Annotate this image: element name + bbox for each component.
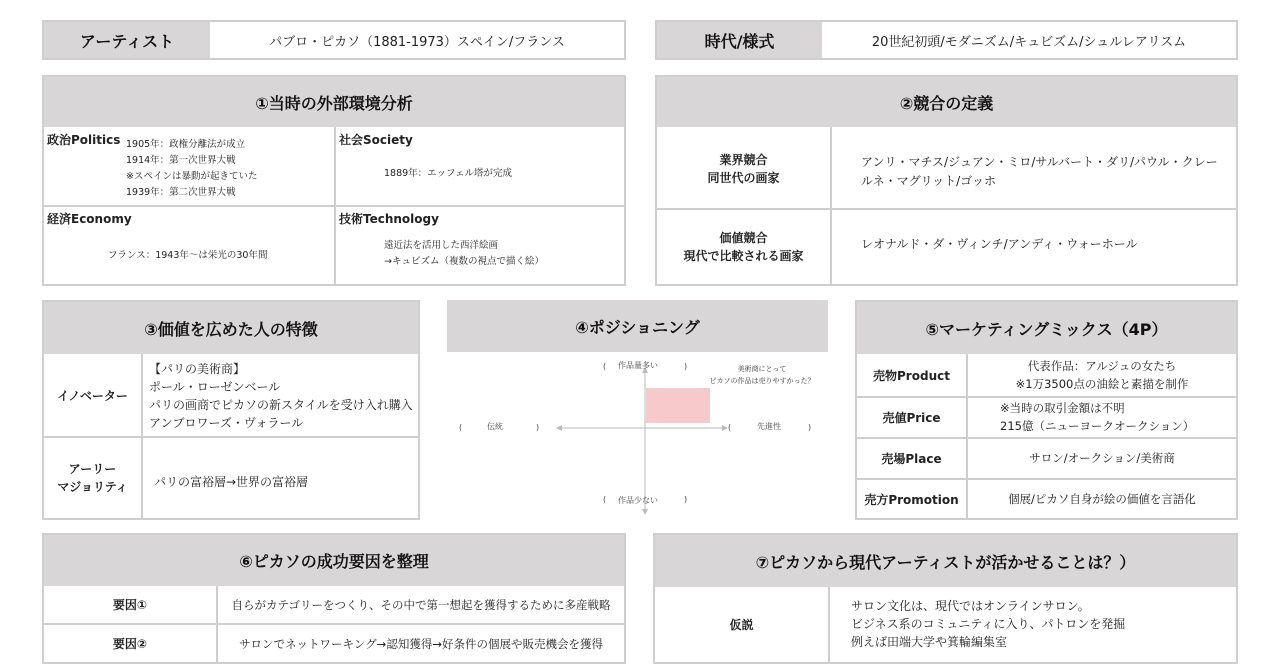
artist-box — [42, 20, 626, 60]
product-label: 売物Product — [873, 368, 950, 383]
axis-bottom-close: ) — [684, 495, 688, 504]
axis-top-close: ) — [684, 362, 688, 371]
product-value: 代表作品：アルジュの女たち ※1万3500点の油絵と素描を制作 — [1015, 359, 1189, 391]
positioning-title: ④ポジショニング — [447, 300, 828, 352]
success-factor-2-label: 要因② — [112, 637, 148, 651]
innovator-label: イノベーター — [57, 388, 128, 403]
politics-label: 政治Politics — [47, 133, 121, 147]
axis-top-label: 作品量多い — [618, 361, 658, 370]
era-value: 20世紀初頭/モダニズム/キュビズム/シュルレアリスム — [871, 34, 1187, 50]
spreaders-title: ③価値を広めた人の特徴 — [44, 302, 418, 354]
spreaders-section — [42, 300, 420, 520]
success-factor-1-label: 要因① — [112, 598, 148, 612]
success-section — [42, 533, 626, 664]
marketing-section — [855, 300, 1238, 520]
politics-text: 1905年：政権分離法が成立 1914年：第一次世界大戦 ※スペインは暴動が起きていた 1939年：第二次世界大戦 — [126, 139, 258, 198]
picasso-position-marker — [646, 388, 710, 423]
axis-right-label: 先進性 — [757, 422, 781, 431]
early-majority-value: パリの富裕層→世界の富裕層 — [154, 475, 309, 489]
artist-value: パブロ・ピカソ（1881-1973）スペイン/フランス — [269, 34, 565, 50]
place-value: サロン/オークション/美術商 — [1029, 451, 1175, 465]
positioning-note: 美術商にとって ピカソの作品は売りやすかった？ — [709, 365, 815, 385]
axis-top-open: ( — [603, 362, 607, 371]
competition-row-1-value: アンリ・マチス/ジュアン・ミロ/サルバート・ダリ/パウル・クレー ルネ・マグリット/ゴッホ — [861, 155, 1218, 188]
economy-label: 経済Economy — [47, 212, 132, 226]
marketing-title: ⑤マーケティングミックス（4P） — [857, 302, 1236, 354]
place-label: 売場Place — [881, 452, 942, 466]
success-factor-2-value: サロンでネットワーキング→認知獲得→好条件の個展や販売機会を獲得 — [239, 636, 603, 651]
lessons-title: ⑦ピカソから現代アーティストが活かせることは？） — [655, 535, 1236, 587]
technology-text: 遠近法を活用した西洋絵画 →キュビズム（複数の視点で描く絵） — [384, 240, 544, 267]
axis-bottom-label: 作品少ない — [618, 496, 658, 505]
positioning-section — [447, 300, 828, 520]
competition-row-2-label: 価値競合 現代で比較される画家 — [683, 231, 804, 263]
competition-title: ②競合の定義 — [657, 77, 1236, 127]
pest-section — [42, 75, 626, 286]
price-value: ※当時の取引金額は不明 215億（ニューヨークオークション） — [1000, 401, 1195, 433]
economy-text: フランス：1943年〜は栄光の30年間 — [108, 250, 268, 261]
axis-left-label: 伝統 — [487, 422, 503, 431]
axis-left-close: ) — [536, 423, 540, 432]
promotion-label: 売方Promotion — [864, 492, 959, 507]
early-majority-label: アーリー マジョリティ — [57, 462, 128, 494]
axis-right-open: ( — [728, 423, 732, 432]
society-text: 1889年：エッフェル塔が完成 — [384, 168, 513, 179]
technology-label: 技術Technology — [339, 212, 439, 226]
axis-left-open: ( — [459, 423, 463, 432]
pest-title: ①当時の外部環境分析 — [44, 77, 624, 127]
lessons-section — [653, 533, 1238, 664]
era-box — [655, 20, 1238, 60]
axis-bottom-open: ( — [603, 495, 607, 504]
hypothesis-value: サロン文化は、現代ではオンラインサロン。 ビジネス系のコミュニティに入り、パトロンを発掘 例えば田端大学や箕輪編集室 — [851, 599, 1126, 649]
competition-row-1-label: 業界競合 同世代の画家 — [707, 152, 780, 185]
competition-row-2-value: レオナルド・ダ・ヴィンチ/アンディ・ウォーホール — [861, 237, 1138, 251]
society-label: 社会Society — [339, 133, 413, 147]
artist-label: アーティスト — [44, 22, 210, 58]
price-label: 売値Price — [882, 411, 941, 425]
axis-right-close: ) — [808, 423, 812, 432]
era-label: 時代/様式 — [657, 22, 822, 58]
hypothesis-label: 仮説 — [729, 618, 754, 632]
success-factor-1-value: 自らがカテゴリーをつくり、その中で第一想起を獲得するために多産戦略 — [231, 597, 611, 612]
innovator-value: 【パリの美術商】 ポール・ローゼンベール パリの画商でピカソの新スタイルを受け入れ購入 アンブロワーズ・ヴォラール — [149, 362, 413, 430]
promotion-value: 個展/ピカソ自身が絵の価値を言語化 — [1008, 492, 1196, 506]
success-title: ⑥ピカソの成功要因を整理 — [44, 535, 624, 586]
competition-section — [655, 75, 1238, 286]
